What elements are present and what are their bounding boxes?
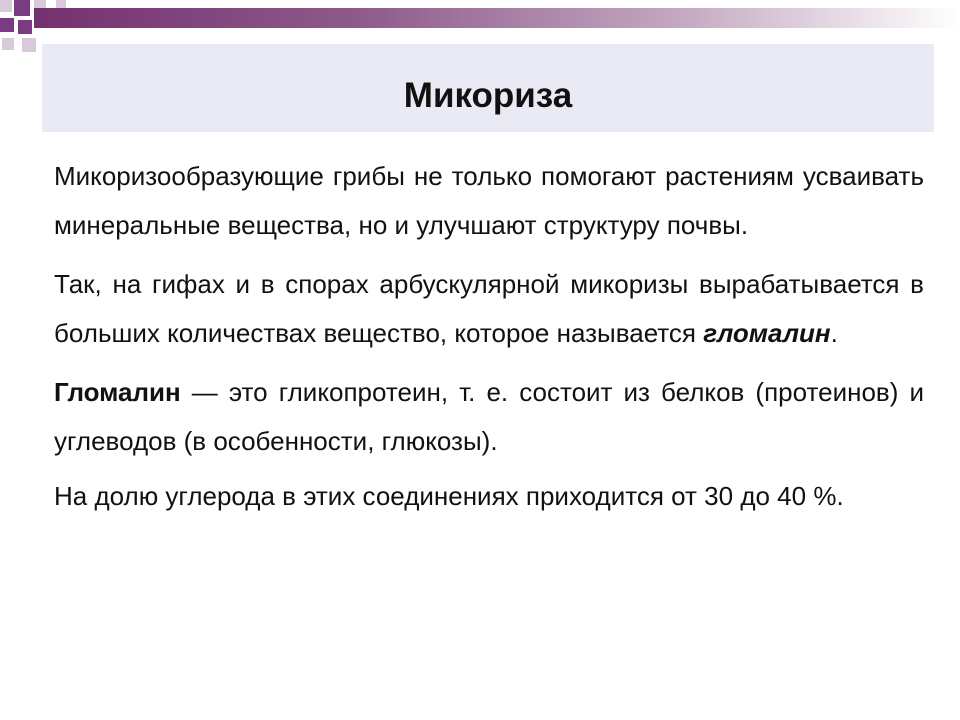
- paragraph-3: [54, 368, 924, 466]
- decor-square: [14, 0, 30, 16]
- decor-square: [0, 18, 14, 32]
- decor-square: [22, 38, 36, 52]
- glomalin-term: гломалин: [703, 318, 831, 348]
- decor-square: [18, 20, 32, 34]
- decor-square: [0, 0, 12, 12]
- decor-square: [2, 38, 14, 50]
- paragraph-2: [54, 260, 924, 358]
- header-gradient-bar: [34, 8, 960, 28]
- paragraph-3-text: — это гликопротеин, т. е. состоит из белков (протеинов) и углеводов (в особенности, глюкозы).: [54, 377, 924, 456]
- paragraph-4: На долю углерода в этих соединениях приходится от 30 до 40 %.: [54, 481, 844, 511]
- paragraph-2-end: .: [830, 318, 838, 348]
- paragraph-2-text: Так, на гифах и в спорах арбускулярной микоризы вырабатывается в больших количествах вещество, которое называется: [54, 269, 924, 348]
- slide-body: [54, 152, 924, 521]
- glomalin-heading-term: Гломалин: [54, 377, 181, 407]
- slide-title: Микориза: [403, 76, 573, 115]
- paragraph-1: Микоризообразующие грибы не только помогают растениям усваивать минеральные вещества, но и улучшают структуру почвы.: [54, 161, 924, 240]
